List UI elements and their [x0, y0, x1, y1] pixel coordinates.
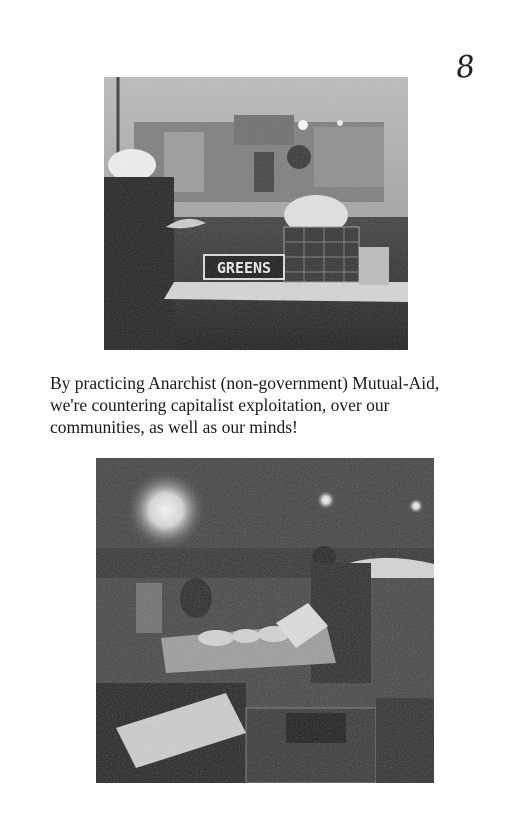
- caption-line-2: we're countering capitalist exploitation, over our: [50, 395, 390, 415]
- photo-produce-table: [104, 77, 408, 350]
- caption-text: [50, 372, 510, 438]
- page-number: 8: [454, 49, 477, 86]
- produce-table-image: [104, 77, 408, 350]
- caption-line-1: By practicing Anarchist (non-government) Mutual-Aid,: [50, 373, 440, 393]
- photo-night-distribution: [96, 458, 434, 783]
- caption-line-3: communities, as well as our minds!: [50, 417, 298, 437]
- night-distribution-image: [96, 458, 434, 783]
